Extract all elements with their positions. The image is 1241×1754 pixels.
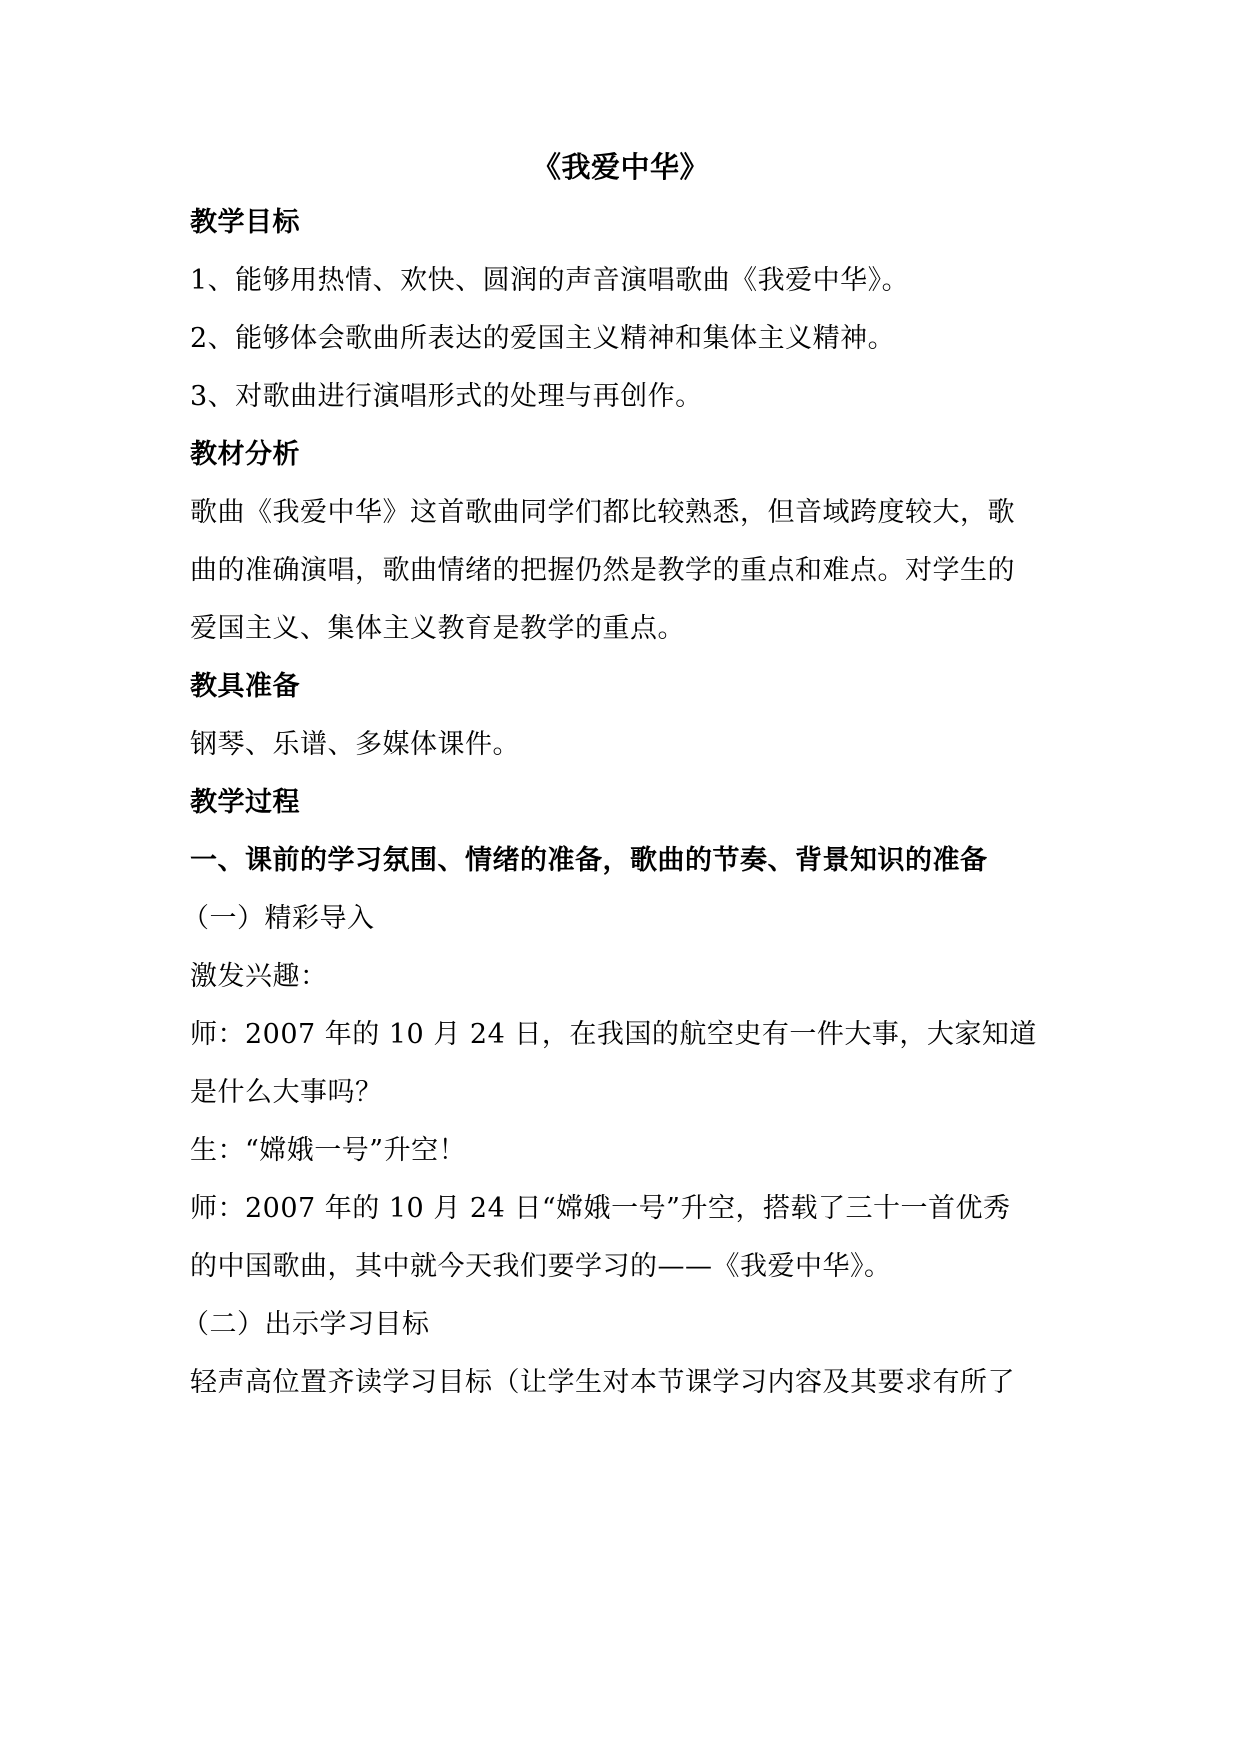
objectives-heading: 教学目标	[190, 207, 300, 238]
last-line: 轻声高位置齐读学习目标（让学生对本节课学习内容及其要求有所了	[190, 1367, 1015, 1398]
sub-section-two: （二）出示学习目标	[182, 1309, 430, 1340]
analysis-line-1: 歌曲《我爱中华》这首歌曲同学们都比较熟悉，但音域跨度较大，歌	[190, 497, 1015, 528]
part-one-heading: 一、课前的学习氛围、情绪的准备，歌曲的节奏、背景知识的准备	[190, 845, 988, 876]
dialogue-line-1: 师：2007 年的 10 月 24 日，在我国的航空史有一件大事，大家知道	[190, 1019, 1037, 1050]
process-heading: 教学过程	[190, 787, 300, 818]
materials-text: 钢琴、乐谱、多媒体课件。	[190, 729, 520, 760]
dialogue-line-5: 的中国歌曲，其中就今天我们要学习的——《我爱中华》。	[190, 1251, 892, 1282]
analysis-line-3: 爱国主义、集体主义教育是教学的重点。	[190, 613, 685, 644]
dialogue-line-3: 生：“嫦娥一号”升空！	[190, 1135, 467, 1166]
dialogue-line-4: 师：2007 年的 10 月 24 日“嫦娥一号”升空，搭载了三十一首优秀	[190, 1193, 1011, 1224]
objective-item-1: 1、能够用热情、欢快、圆润的声音演唱歌曲《我爱中华》。	[190, 265, 910, 296]
analysis-heading: 教材分析	[190, 439, 300, 470]
dialogue-line-2: 是什么大事吗？	[190, 1077, 383, 1108]
objective-item-3: 3、对歌曲进行演唱形式的处理与再创作。	[190, 381, 703, 412]
analysis-line-2: 曲的准确演唱，歌曲情绪的把握仍然是教学的重点和难点。对学生的	[190, 555, 1015, 586]
sub-section-one: （一）精彩导入	[182, 903, 375, 934]
document-title: 《我爱中华》	[531, 150, 709, 184]
materials-heading: 教具准备	[190, 671, 300, 702]
objective-item-2: 2、能够体会歌曲所表达的爱国主义精神和集体主义精神。	[190, 323, 896, 354]
interest-label: 激发兴趣：	[190, 961, 328, 992]
